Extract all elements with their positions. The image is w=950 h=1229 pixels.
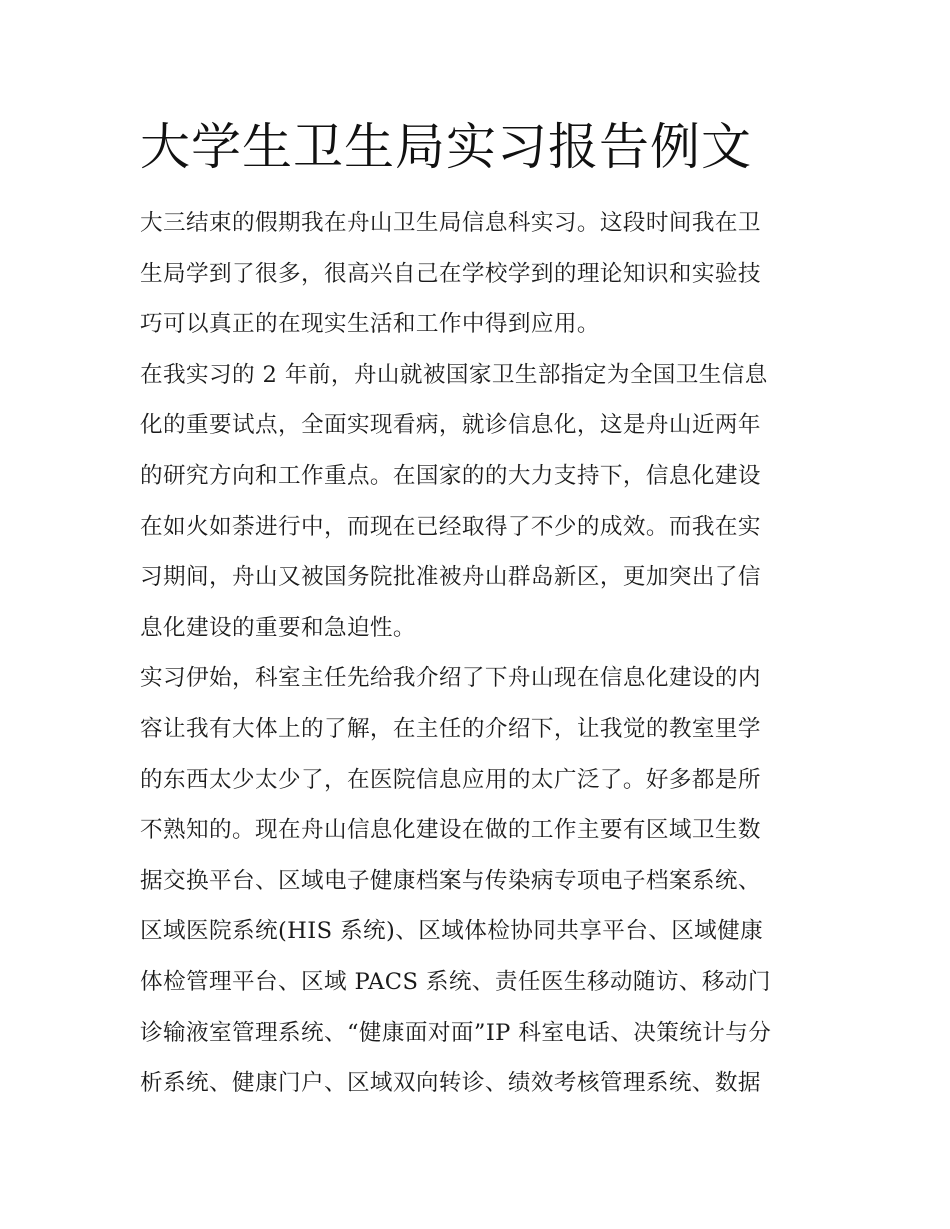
document-body — [140, 198, 812, 1109]
text-line: 的研究方向和工作重点。在国家的的大力支持下，信息化建设 — [140, 462, 761, 489]
text-line: 区域医院系统(HIS 系统)、区域体检协同共享平台、区域健康 — [140, 918, 764, 945]
text-line: 巧可以真正的在现实生活和工作中得到应用。 — [140, 311, 600, 338]
text-line: 诊输液室管理系统、“健康面对面”IP 科室电话、决策统计与分 — [140, 1019, 772, 1046]
document-title: 大学生卫生局实习报告例文 — [140, 118, 752, 176]
text-line: 实习伊始，科室主任先给我介绍了下舟山现在信息化建设的内 — [140, 665, 761, 692]
text-line: 体检管理平台、区域 PACS 系统、责任医生移动随访、移动门 — [140, 968, 771, 995]
text-line: 的东西太少太少了，在医院信息应用的太广泛了。好多都是所 — [140, 766, 761, 793]
text-line: 息化建设的重要和急迫性。 — [140, 614, 416, 641]
text-line: 生局学到了很多，很高兴自己在学校学到的理论知识和实验技 — [140, 260, 761, 287]
text-line: 在我实习的 2 年前，舟山就被国家卫生部指定为全国卫生信息 — [140, 361, 768, 388]
text-line: 析系统、健康门户、区域双向转诊、绩效考核管理系统、数据 — [140, 1070, 761, 1097]
text-line: 据交换平台、区域电子健康档案与传染病专项电子档案系统、 — [140, 867, 761, 894]
text-line: 不熟知的。现在舟山信息化建设在做的工作主要有区域卫生数 — [140, 817, 761, 844]
text-line: 大三结束的假期我在舟山卫生局信息科实习。这段时间我在卫 — [140, 210, 761, 236]
text-line: 容让我有大体上的了解，在主任的介绍下，让我觉的教室里学 — [140, 715, 761, 742]
text-line: 习期间，舟山又被国务院批准被舟山群岛新区，更加突出了信 — [140, 564, 761, 591]
text-line: 化的重要试点，全面实现看病，就诊信息化，这是舟山近两年 — [140, 412, 761, 439]
text-line: 在如火如荼进行中，而现在已经取得了不少的成效。而我在实 — [140, 513, 761, 540]
